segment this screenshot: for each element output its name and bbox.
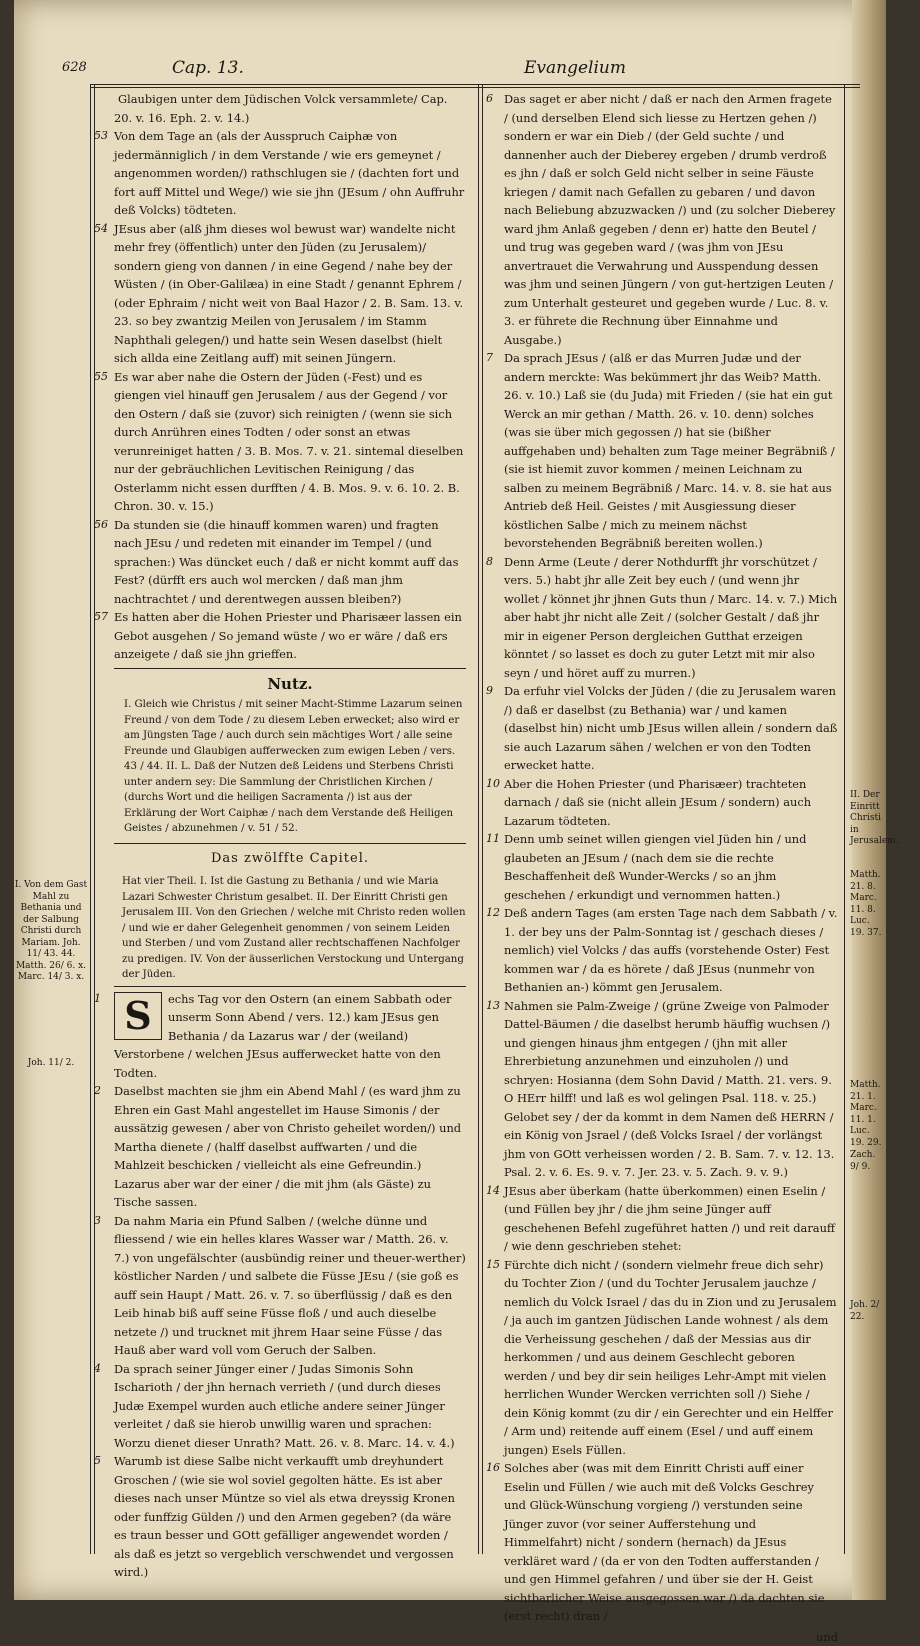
verse-number: 55 <box>94 368 108 387</box>
verse-number: 53 <box>94 127 108 146</box>
verse-text: echs Tag vor den Ostern (an einem Sabbath oder unserm Sonn Abend / vers. 12.) kam JEsus gen Bethania / da Lazarus war / der (weiland) Verstorbene / welchen JEsus aufferwecket hatte von den Todten. <box>114 990 466 1083</box>
verse-54 <box>114 220 466 368</box>
verse-text: Denn Arme (Leute / derer Nothdurfft jhr vorschützet / vers. 5.) habt jhr alle Zeit bey euch / (und wenn jhr wollet / könnet jhr jhnen Guts thun / Marc. 14. v. 7.) Mich aber habt jhr nicht alle Zeit / (solcher Gestalt / daß jhr mir in eigener Person dergleichen Gutthat erzeigen könntet / so lasset es doch zu guter Letzt mit mir also seyn / und höret auff zu murren.) <box>504 553 838 683</box>
book-page <box>14 0 886 1600</box>
verse-number: 7 <box>486 349 493 368</box>
verse-text: Nahmen sie Palm-Zweige / (grüne Zweige von Palmoder Dattel-Bäumen / die daselbst herumb häuffig wuchsen /) und giengen hinaus jhm entgegen / (jhn mit aller Ehrerbietung anzunehmen und einzuholen /) und schryen: Hosianna (dem Sohn David / Matth. 21. vers. 9. O HErr hilff! und laß es wol gelingen Psal. 118. v. 25.) Gelobet sey / der da kommt in dem Namen deß HERRN / ein König von Jsrael / (deß Volcks Israel / der vorlängst jhm von GOtt verheissen worden / 2. B. Sam. 7. v. 12. 13. Psal. 2. v. 6. Es. 9. v. 7. Jer. 23. v. 5. Zach. 9. v. 9.) <box>504 997 838 1182</box>
verse-53 <box>114 127 466 220</box>
verse-text: Da nahm Maria ein Pfund Salben / (welche dünne und fliessend / wie ein helles klares Wasser war / Matth. 26. v. 7.) von ungefälschter (ausbündig reiner und theuer-werther) köstlicher Narden / und salbete die Füsse JEsu / (sie goß es auff sein Haupt / Matt. 26. v. 7. so überflüssig / daß es den Leib hinab biß auff seine Füsse floß / und auch dieselbe netzete /) und trucknet mit jhrem Haar seine Füsse / das Hauß aber ward voll vom Geruch der Salben. <box>114 1212 466 1360</box>
chapter-summary: Hat vier Theil. I. Ist die Gastung zu Bethania / und wie Maria Lazari Schwester Christum gesalbet. II. Der Einritt Christi gen Jerusalem III. Von den Griechen / welche mit Christo reden wollen / und wie er daher Gelegenheit genommen / von seinem Leiden und Sterben / und vom Zustand aller rechtschaffenen Nachfolger zu predigen. IV. Von der äusserlichen Verstockung und Untergang der Jüden. <box>114 874 466 983</box>
verse-8 <box>504 553 838 683</box>
verse-text: Daselbst machten sie jhm ein Abend Mahl / (es ward jhm zu Ehren ein Gast Mahl angestellet im Hause Simonis / der aussätzig gewesen / aber von Christo geheilet worden/) und Martha dienete / (halff daselbst auffwarten / und die Mahlzeit beschicken / vielleicht als eine Gefreundin.) Lazarus aber war der einer / die mit jhm (als Gäste) zu Tische sassen. <box>114 1082 466 1212</box>
verse-number: 1 <box>94 990 101 1009</box>
chapter-label: Cap. 13. <box>172 58 244 78</box>
running-head <box>54 58 854 84</box>
verse-text: Von dem Tage an (als der Ausspruch Caiphæ von jedermänniglich / in dem Verstande / wie ers gemeynet / angenommen worden/) rathschlugen sie / (dachten fort und fort auff Mittel und Wege/) wie sie jhn (JEsum / ohn Auffruhr deß Volcks) tödteten. <box>114 127 466 220</box>
header-rule <box>90 84 860 85</box>
verse-55 <box>114 368 466 516</box>
book-title: Evangelium <box>524 58 626 78</box>
catchword: und <box>504 1628 838 1646</box>
verse-number: 4 <box>94 1360 101 1379</box>
summary-divider <box>114 986 466 987</box>
verse-text: Es war aber nahe die Ostern der Jüden (-Fest) und es giengen viel hinauff gen Jerusalem / aus der Gegend / vor den Ostern / daß sie (zuvor) sich reinigten / (wenn sie sich durch Anrühren eines Todten / oder sonst an etwas verunreiniget hatten / 3. B. Mos. 7. v. 21. sintemal dieselben nur der gebräuchlichen Levitischen Reinigung / das Osterlamm nicht essen durfften / 4. B. Mos. 9. v. 6. 10. 2. B. Chron. 30. v. 15.) <box>114 368 466 516</box>
verse-number: 2 <box>94 1082 101 1101</box>
verse-text: Solches aber (was mit dem Einritt Christi auff einer Eselin und Füllen / wie auch mit deß Volcks Geschrey und Glück-Wünschung vorgieng /) verstunden seine Jünger zuvor (vor seiner Aufferstehung und Himmelfahrt) nicht / sondern (hernach) da JEsus verkläret ward / (da er von den Todten aufferstanden / und gen Himmel gefahren / und über sie der H. Geist sichtbarlicher Weise ausgegossen war /) da dachten sie (erst recht) dran / <box>504 1459 838 1626</box>
left-column-rule <box>90 84 91 1554</box>
verse-number: 54 <box>94 220 108 239</box>
verse-number: 14 <box>486 1182 500 1201</box>
left-column <box>114 90 466 1582</box>
header-rule-double <box>90 87 860 88</box>
verse-15 <box>504 1256 838 1460</box>
verse-number: 10 <box>486 775 500 794</box>
verse-text: Deß andern Tages (am ersten Tage nach dem Sabbath / v. 1. der bey uns der Palm-Sonntag ist / geschach dieses / nemlich) viel Volcks / das auffs (vorstehende Oster) Fest kommen war / da es hörete / daß JEsus (nunmehr von Bethanien an-) kömmt gen Jerusalem. <box>504 904 838 997</box>
verse-text: Da erfuhr viel Volcks der Jüden / (die zu Jerusalem waren /) daß er daselbst (zu Bethania) war / und kamen (daselbst hin) nicht umb JEsus willen allein / sondern daß sie auch Lazarum sähen / welchen er von den Todten erwecket hatte. <box>504 682 838 775</box>
verse-5 <box>114 1452 466 1582</box>
verse-text: JEsus aber (alß jhm dieses wol bewust war) wandelte nicht mehr frey (öffentlich) unter den Jüden (zu Jerusalem)/ sondern gieng von dannen / in eine Gegend / nahe bey der Wüsten / (in Ober-Galilæa) in eine Stadt / genannt Ephrem / (oder Ephraim / nicht weit von Baal Hazor / 2. B. Sam. 13. v. 23. so bey zwantzig Meilen von Jerusalem / im Stamm Naphthali gelegen/) und hatte sein Wesen daselbst (hielt sich allda eine Zeitlang auff) mit seinen Jüngern. <box>114 220 466 368</box>
verse-number: 12 <box>486 904 500 923</box>
verse-6 <box>504 90 838 349</box>
verse-9 <box>504 682 838 775</box>
margin-note-matth-21-1: Matth. 21. 1. Marc. 11. 1. Luc. 19. 29. <box>850 1080 886 1149</box>
verse-number: 16 <box>486 1459 500 1478</box>
verse-7 <box>504 349 838 553</box>
verse-number: 15 <box>486 1256 500 1275</box>
verse-number: 6 <box>486 90 493 109</box>
nutz-divider <box>114 668 466 669</box>
margin-note-joh-2: Joh. 2/ 22. <box>850 1300 886 1323</box>
verse-4 <box>114 1360 466 1453</box>
margin-note-einritt: II. Der Einritt Christi in Jerusalem. <box>850 790 886 848</box>
verse-number: 3 <box>94 1212 101 1231</box>
verse-text: Warumb ist diese Salbe nicht verkaufft umb dreyhundert Groschen / (wie sie wol soviel gegolten hätte. Es ist aber dieses nach unser Müntze so viel als etwa dreyssig Kronen oder funffzig Gülden /) und den Armen gegeben? (da wäre es traun besser und GOtt gefälliger angewendet worden / als daß es jetzt so vergeblich verschwendet und vergossen wird.) <box>114 1452 466 1582</box>
verse-14 <box>504 1182 838 1256</box>
verse-text: Denn umb seinet willen giengen viel Jüden hin / und glaubeten an JEsum / (nach dem sie die rechte Beschaffenheit deß Wunder-Wercks / so an jhm geschehen / erkundigt und vernommen hatten.) <box>504 830 838 904</box>
verse-57 <box>114 608 466 664</box>
margin-note-gastmahl: I. Von dem Gast Mahl zu Bethania und der Salbung Christi durch Mariam. Joh. 11/ 43. 44. Matth. 26/ 6. x. Marc. 14/ 3. x. <box>14 880 88 984</box>
verse-3 <box>114 1212 466 1360</box>
right-column <box>504 90 838 1646</box>
verse-number: 13 <box>486 997 500 1016</box>
verse-text: Das saget er aber nicht / daß er nach den Armen fragete / (und derselben Elend sich liesse zu Hertzen gehen /) sondern er war ein Dieb / (der Geld suchte / und dannenher auch der Dieberey ergeben / drumb verdroß es jhn / daß er solch Geld nicht selber in seine Fäuste kriegen / damit nach Gefallen zu gebaren / und davon nach Beliebung abzuzwacken /) und (zu solcher Dieberey ward jhm Anlaß gegeben / denn er) hatte den Beutel / und trug was gegeben ward / (was jhm von JEsu anvertrauet die Verwahrung und Ausspendung dessen was jhm und seinen Jüngern / von gut-hertzigen Leuten / zum Unterhalt gesteuret und gegeben wurde / Luc. 8. v. 3. er führete die Rechnung über Einnahme und Ausgabe.) <box>504 90 838 349</box>
left-column-rule-double <box>94 84 95 1554</box>
verse-number: 9 <box>486 682 493 701</box>
verse-13 <box>504 997 838 1182</box>
right-column-rule <box>844 84 845 1554</box>
verse-10 <box>504 775 838 831</box>
verse-16 <box>504 1459 838 1626</box>
verse-text: Da sprach JEsus / (alß er das Murren Judæ und der andern merckte: Was bekümmert jhr das Weib? Matth. 26. v. 10.) Laß sie (du Juda) mit Frieden / (sie hat ein gut Werck an mir gethan / Matth. 26. v. 10. denn) solches (was sie über mich gegossen /) hat sie (bißher auffgehaben und) behalten zum Tage meiner Begräbniß / (sie ist hiemit zuvor kommen / meinen Leichnam zu salben zu meinem Begräbniß / Marc. 14. v. 8. sie hat aus Antrieb deß Heil. Geistes / mit Ausgiessung dieser köstlichen Salbe / mich zu meinem nächst bevorstehenden Begräbniß bereiten wollen.) <box>504 349 838 553</box>
verse-number: 57 <box>94 608 108 627</box>
verse-number: 56 <box>94 516 108 535</box>
nutz-heading: Nutz. <box>114 675 466 694</box>
verse-text: Da stunden sie (die hinauff kommen waren) und fragten nach JEsu / und redeten mit einander im Tempel / (und sprachen:) Was düncket euch / daß er nicht kommt auff das Fest? (dürfft ers auch wol mercken / daß man jhm nachtrachtet / und derentwegen aussen bleiben?) <box>114 516 466 609</box>
verse-56 <box>114 516 466 609</box>
verse-text: Fürchte dich nicht / (sondern vielmehr freue dich sehr) du Tochter Zion / (und du Tochter Jerusalem jauchze / nemlich du Volck Israel / das du in Zion und zu Jerusalem / ja auch im gantzen Jüdischen Lande wohnest / als dem die Verheissung geschehen / daß der Messias aus dir herkommen / und aus deinem Geschlecht geboren werden / und bey dir sein heiliges Lehr-Ampt mit vielen herrlichen Wunder Wercken verrichten soll /) Siehe / dein König kommt (zu dir / ein Gerechter und ein Helffer / Arm und) reitende auff einem (Esel / und auff einem jungen) Esels Füllen. <box>504 1256 838 1460</box>
verse-continuation: Glaubigen unter dem Jüdischen Volck versammlete/ Cap. 20. v. 16. Eph. 2. v. 14.) <box>114 90 466 127</box>
chapter-heading: Das zwölffte Capitel. <box>114 850 466 869</box>
nutz-text: I. Gleich wie Christus / mit seiner Macht-Stimme Lazarum seinen Freund / von dem Tode / zu diesem Leben erwecket; also wird er am Jüngsten Tage / auch durch sein mächtiges Wort / alle seine Freunde und Glaubigen aufferwecken zum ewigen Leben / vers. 43 / 44. II. L. Daß der Nutzen deß Leidens und Sterbens Christi unter andern sey: Die Sammlung der Christlichen Kirchen / (durchs Wort und die heiligen Sacramenta /) ist aus der Erklärung der Wort Caiphæ / nach dem Verstande deß Heiligen Geistes / abzunehmen / v. 51 / 52. <box>114 697 466 837</box>
decorated-initial: S <box>114 992 162 1040</box>
verse-text: Es hatten aber die Hohen Priester und Pharisæer lassen ein Gebot ausgehen / So jemand wüste / wo er wäre / daß ers anzeigete / daß sie jhn grieffen. <box>114 608 466 664</box>
verse-text: Aber die Hohen Priester (und Pharisæer) trachteten darnach / daß sie (nicht allein JEsum / sondern) auch Lazarum tödteten. <box>504 775 838 831</box>
verse-11 <box>504 830 838 904</box>
verse-text: Da sprach seiner Jünger einer / Judas Simonis Sohn Ischarioth / der jhn hernach verrieth / (und durch dieses Judæ Exempel wurden auch etliche andere seiner Jünger verleitet / daß sie hierob unwillig waren und sprachen: Worzu dienet dieser Unrath? Matt. 26. v. 8. Marc. 14. v. 4.) <box>114 1360 466 1453</box>
verse-2 <box>114 1082 466 1212</box>
margin-note-joh: Joh. 11/ 2. <box>14 1058 88 1070</box>
verse-number: 11 <box>486 830 500 849</box>
verse-text: JEsus aber überkam (hatte überkommen) einen Eselin / (und Füllen bey jhr / die jhm seine Jünger auff geschehenen Befehl zugeführet hatten /) und reit darauff / wie denn geschrieben stehet: <box>504 1182 838 1256</box>
verse-12 <box>504 904 838 997</box>
margin-note-zach: Zach. 9/ 9. <box>850 1150 886 1173</box>
verse-1 <box>114 990 466 1083</box>
verse-number: 8 <box>486 553 493 572</box>
center-column-rule-double <box>482 84 483 1554</box>
center-column-rule <box>478 84 479 1554</box>
chapter-divider <box>114 843 466 844</box>
page-number: 628 <box>62 60 87 75</box>
margin-note-matth-21-8: Matth. 21. 8. Marc. 11. 8. Luc. 19. 37. <box>850 870 886 939</box>
verse-number: 5 <box>94 1452 101 1471</box>
